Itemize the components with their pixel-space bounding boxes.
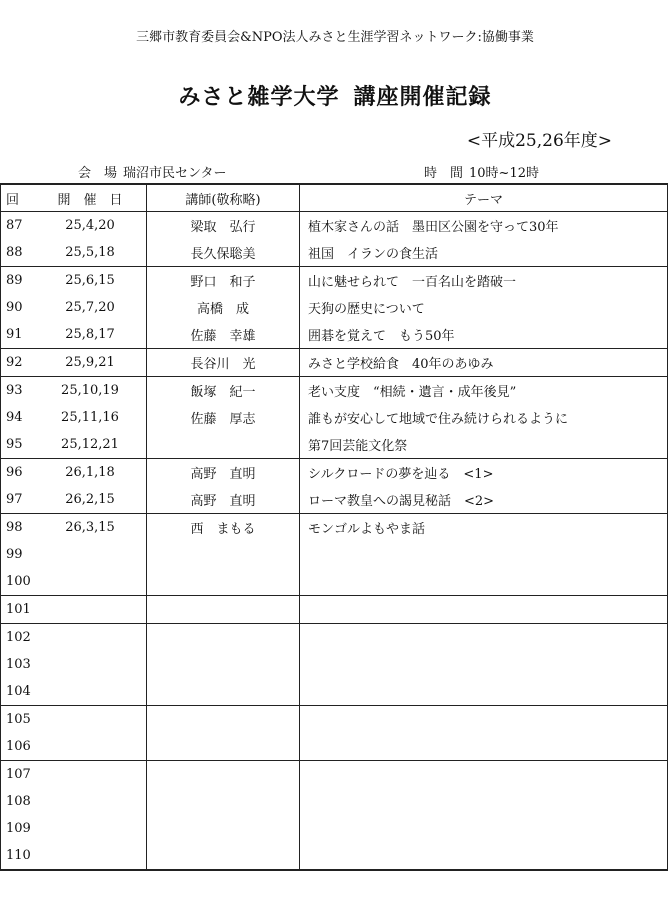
row-lecturer (147, 815, 300, 842)
table-row (1, 486, 668, 514)
row-num: 93 (1, 377, 35, 405)
row-theme: 誰もが安心して地域で住み続けられるように (300, 404, 668, 431)
row-theme: 祖国 イランの食生活 (300, 239, 668, 267)
row-theme: 植木家さんの話 墨田区公園を守って30年 (300, 212, 668, 240)
row-num: 100 (1, 568, 35, 596)
table-row (1, 514, 668, 542)
row-theme (300, 678, 668, 706)
row-lecturer (147, 733, 300, 761)
table-body (1, 212, 668, 871)
row-theme (300, 761, 668, 789)
row-num: 91 (1, 321, 35, 349)
row-lecturer: 梁取 弘行 (147, 212, 300, 240)
row-date: 26,1,18 (34, 459, 147, 487)
fiscal-year: <平成25,26年度> (466, 131, 612, 151)
row-num: 104 (1, 678, 35, 706)
row-lecturer (147, 568, 300, 596)
row-date (34, 624, 147, 652)
row-lecturer (147, 706, 300, 734)
table-row (1, 788, 668, 815)
row-num: 109 (1, 815, 35, 842)
venue-value: 瑞沼市民センター (123, 166, 227, 181)
row-date: 25,4,20 (34, 212, 147, 240)
table-row (1, 404, 668, 431)
row-lecturer: 長谷川 光 (147, 349, 300, 377)
row-date: 26,2,15 (34, 486, 147, 514)
row-num: 102 (1, 624, 35, 652)
row-theme (300, 568, 668, 596)
header-num: 回 (1, 184, 35, 212)
row-theme: モンゴルよもやま話 (300, 514, 668, 542)
table-row (1, 239, 668, 267)
row-num: 88 (1, 239, 35, 267)
table-row (1, 459, 668, 487)
row-lecturer: 飯塚 紀一 (147, 377, 300, 405)
row-num: 99 (1, 541, 35, 568)
row-theme (300, 541, 668, 568)
table-row (1, 267, 668, 295)
row-date: 25,11,16 (34, 404, 147, 431)
header-theme: テーマ (300, 184, 668, 212)
table-row (1, 321, 668, 349)
row-date: 25,12,21 (34, 431, 147, 459)
table-row (1, 733, 668, 761)
row-date: 25,7,20 (34, 294, 147, 321)
table-row (1, 651, 668, 678)
row-theme (300, 651, 668, 678)
row-num: 108 (1, 788, 35, 815)
title-part-1: みさと雑学大学 (178, 85, 340, 110)
row-lecturer (147, 761, 300, 789)
table-row (1, 678, 668, 706)
page-title (0, 80, 670, 111)
row-theme (300, 706, 668, 734)
row-lecturer: 長久保聡美 (147, 239, 300, 267)
table-row (1, 349, 668, 377)
row-date (34, 788, 147, 815)
table-row (1, 624, 668, 652)
row-theme: 囲碁を覚えて もう50年 (300, 321, 668, 349)
row-date (34, 568, 147, 596)
row-theme: みさと学校給食 40年のあゆみ (300, 349, 668, 377)
row-date (34, 733, 147, 761)
row-num: 89 (1, 267, 35, 295)
title-part-2: 講座開催記録 (353, 85, 492, 110)
row-date: 25,5,18 (34, 239, 147, 267)
row-lecturer: 高橋 成 (147, 294, 300, 321)
row-date: 25,6,15 (34, 267, 147, 295)
row-num: 95 (1, 431, 35, 459)
row-num: 97 (1, 486, 35, 514)
table-row (1, 706, 668, 734)
row-theme (300, 842, 668, 870)
table-header-row (1, 184, 668, 212)
row-date (34, 761, 147, 789)
table-row (1, 842, 668, 870)
row-lecturer (147, 541, 300, 568)
row-date (34, 678, 147, 706)
row-date (34, 651, 147, 678)
table-row (1, 541, 668, 568)
row-theme (300, 596, 668, 624)
row-date (34, 815, 147, 842)
row-date: 25,10,19 (34, 377, 147, 405)
row-date: 25,8,17 (34, 321, 147, 349)
row-date (34, 596, 147, 624)
row-lecturer (147, 624, 300, 652)
table-row (1, 761, 668, 789)
table-row (1, 596, 668, 624)
row-theme: シルクロードの夢を辿る <1> (300, 459, 668, 487)
row-num: 105 (1, 706, 35, 734)
row-num: 98 (1, 514, 35, 542)
row-num: 103 (1, 651, 35, 678)
row-theme: 老い支度 “相続・遺言・成年後見” (300, 377, 668, 405)
table-row (1, 568, 668, 596)
table-row (1, 212, 668, 240)
row-lecturer: 佐藤 幸雄 (147, 321, 300, 349)
row-theme: 山に魅せられて 一百名山を踏破一 (300, 267, 668, 295)
header-date: 開 催 日 (34, 184, 147, 212)
table-row (1, 294, 668, 321)
row-num: 96 (1, 459, 35, 487)
time-label: 時 間 (424, 166, 464, 181)
time-value: 10時~12時 (469, 166, 539, 181)
row-theme: 第7回芸能文化祭 (300, 431, 668, 459)
row-num: 107 (1, 761, 35, 789)
lecture-record-table (0, 183, 668, 871)
row-lecturer (147, 788, 300, 815)
table-row (1, 815, 668, 842)
row-lecturer (147, 651, 300, 678)
row-theme: ローマ教皇への謁見秘話 <2> (300, 486, 668, 514)
row-num: 90 (1, 294, 35, 321)
row-num: 87 (1, 212, 35, 240)
row-lecturer: 西 まもる (147, 514, 300, 542)
row-lecturer (147, 842, 300, 870)
row-lecturer (147, 596, 300, 624)
row-num: 106 (1, 733, 35, 761)
row-lecturer (147, 678, 300, 706)
row-date (34, 842, 147, 870)
organizer-line: 三郷市教育委員会&NPO法人みさと生涯学習ネットワーク:協働事業 (136, 30, 534, 45)
row-num: 101 (1, 596, 35, 624)
table-row (1, 377, 668, 405)
venue-info (78, 162, 233, 181)
venue-label: 会 場 (78, 166, 118, 181)
row-theme (300, 624, 668, 652)
row-lecturer: 高野 直明 (147, 486, 300, 514)
row-theme (300, 788, 668, 815)
row-lecturer: 高野 直明 (147, 459, 300, 487)
time-info (424, 162, 545, 181)
row-theme (300, 815, 668, 842)
row-theme: 天狗の歴史について (300, 294, 668, 321)
row-lecturer (147, 431, 300, 459)
row-date (34, 541, 147, 568)
row-date: 26,3,15 (34, 514, 147, 542)
header-lecturer: 講師(敬称略) (147, 184, 300, 212)
row-lecturer: 野口 和子 (147, 267, 300, 295)
row-date (34, 706, 147, 734)
row-num: 92 (1, 349, 35, 377)
row-num: 94 (1, 404, 35, 431)
row-theme (300, 733, 668, 761)
table-row (1, 431, 668, 459)
row-lecturer: 佐藤 厚志 (147, 404, 300, 431)
row-date: 25,9,21 (34, 349, 147, 377)
row-num: 110 (1, 842, 35, 870)
